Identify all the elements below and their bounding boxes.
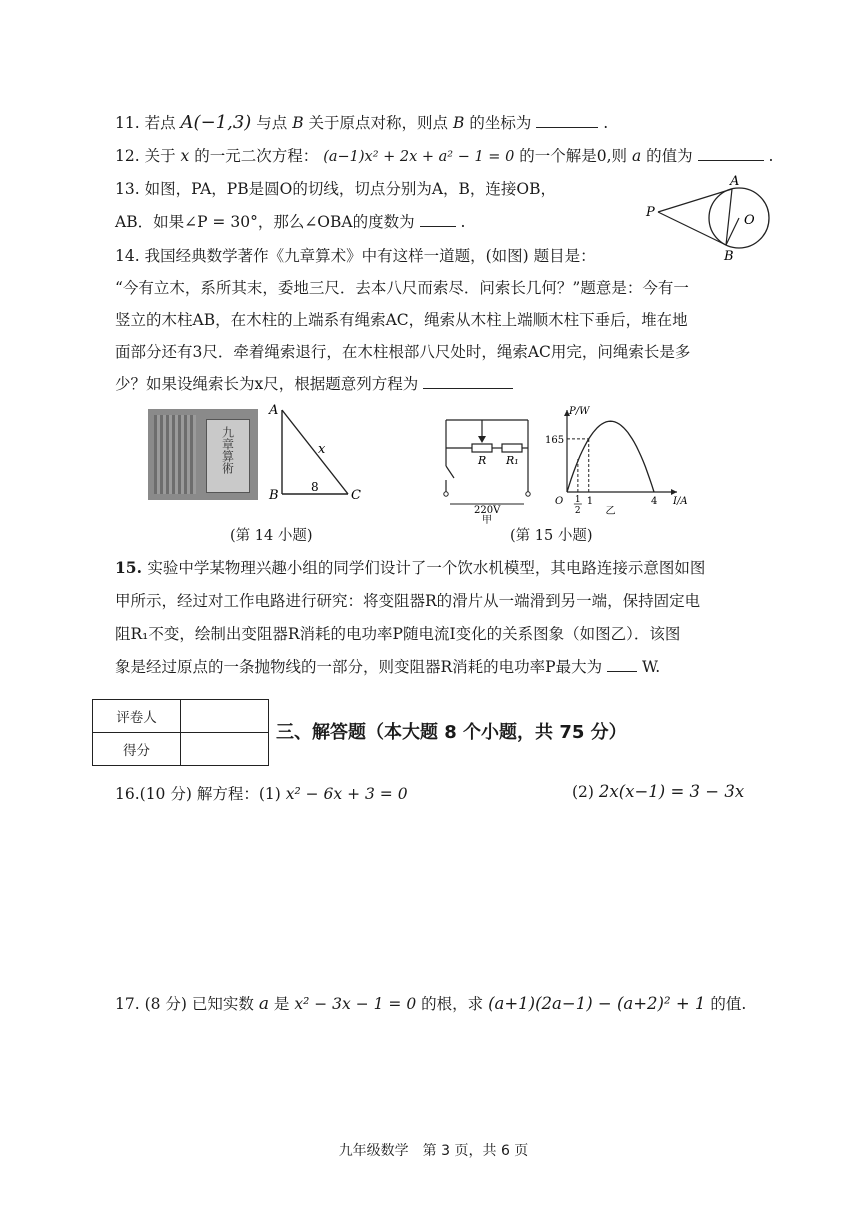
label-a: A bbox=[269, 403, 279, 418]
question-number: 13. bbox=[115, 180, 140, 198]
answer-blank[interactable] bbox=[698, 146, 764, 161]
question-14-line-2: “今有立木，系所其末，委地三尺．去本八尺而索尽．问索长几何？”题意是：今有一 bbox=[115, 279, 689, 297]
score-field[interactable] bbox=[181, 733, 269, 766]
question-12 bbox=[115, 145, 773, 168]
label-c: C bbox=[351, 488, 361, 503]
label-o: O bbox=[744, 213, 755, 228]
question-text: 的根，求 bbox=[421, 995, 484, 1013]
question-14-line-4: 面部分还有3尺．牵着绳索退行，在木柱根部八尺处时，绳索AC用完，问绳索长是多 bbox=[115, 343, 691, 361]
chord-ab bbox=[726, 189, 732, 245]
question-text: 的一元二次方程： bbox=[194, 147, 319, 165]
label-base: 8 bbox=[311, 480, 319, 494]
x-tick-origin: O bbox=[555, 496, 564, 507]
section-title: 三、解答题（本大题 8 个小题，共 75 分） bbox=[276, 722, 627, 743]
label-a: A bbox=[730, 174, 740, 189]
figure-caption-15: (第 15 小题) bbox=[510, 528, 593, 544]
question-14-line-5 bbox=[115, 373, 513, 395]
punctuation: . bbox=[460, 213, 466, 231]
question-number: 14. bbox=[115, 247, 140, 265]
question-14-line-3: 竖立的木柱AB，在木柱的上端系有绳索AC，绳索从木柱上端顺木柱下垂后，堆在地 bbox=[115, 311, 688, 329]
question-text: AB．如果∠P = 30°，那么∠OBA的度数为 bbox=[115, 213, 415, 231]
question-number: 11. bbox=[115, 114, 140, 132]
label-p: P bbox=[646, 205, 655, 220]
question-14-line-1 bbox=[115, 245, 596, 267]
question-text: 是 bbox=[273, 995, 290, 1013]
book-cover-photo bbox=[148, 409, 258, 500]
x-tick-half-den: 2 bbox=[574, 506, 581, 516]
x-axis-label: I/A bbox=[673, 496, 688, 507]
answer-area-17[interactable] bbox=[115, 1025, 775, 1125]
math-equation: x² − 3x − 1 = 0 bbox=[294, 995, 417, 1013]
question-number: 12. bbox=[115, 147, 140, 165]
question-13-line-2 bbox=[115, 211, 465, 233]
question-15-line-1 bbox=[115, 557, 705, 579]
math-expression: (a+1)(2a−1) − (a+2)² + 1 bbox=[488, 994, 706, 1013]
question-text: 关于原点对称，则点 bbox=[308, 114, 449, 132]
math-var: B bbox=[292, 114, 304, 132]
figure-caption-14: (第 14 小题) bbox=[230, 528, 313, 544]
math-equation: (a−1)x² + 2x + a² − 1 = 0 bbox=[323, 149, 515, 165]
answer-blank[interactable] bbox=[423, 374, 513, 389]
question-17 bbox=[115, 993, 746, 1015]
question-text: 的一个解是0,则 bbox=[519, 147, 628, 165]
question-text: 如图，PA，PB是圆O的切线，切点分别为A，B，连接OB， bbox=[144, 180, 557, 198]
punctuation: . bbox=[768, 147, 774, 165]
score-box bbox=[92, 699, 269, 766]
resistor-r1 bbox=[502, 444, 522, 452]
question-13-line-1 bbox=[115, 178, 556, 200]
page-footer: 九年级数学 第 3 页，共 6 页 bbox=[338, 1143, 529, 1159]
label-r1: R₁ bbox=[506, 454, 519, 467]
answer-blank[interactable] bbox=[607, 657, 637, 672]
panel-label: 乙 bbox=[605, 506, 616, 517]
x-tick-1: 1 bbox=[586, 496, 594, 507]
question-16 bbox=[115, 783, 408, 805]
grader-label: 评卷人 bbox=[93, 700, 181, 733]
question-text: 的坐标为 bbox=[469, 114, 532, 132]
parabola-series bbox=[567, 421, 654, 492]
x-tick-4: 4 bbox=[650, 496, 658, 507]
math-expression: A(−1,3) bbox=[180, 112, 252, 133]
question-text: 的值为 bbox=[646, 147, 693, 165]
question-text: 少？如果设绳索长为x尺，根据题意列方程为 bbox=[115, 375, 419, 393]
label-r: R bbox=[478, 454, 487, 467]
unit-text: W. bbox=[641, 658, 661, 676]
question-text: 与点 bbox=[256, 114, 288, 132]
math-var: a bbox=[631, 147, 642, 165]
y-tick-165: 165 bbox=[545, 434, 565, 446]
question-text: 解方程：(1) bbox=[196, 785, 281, 803]
label-b: B bbox=[269, 488, 279, 503]
math-equation: x² − 6x + 3 = 0 bbox=[285, 785, 408, 803]
answer-blank[interactable] bbox=[536, 113, 598, 128]
question-text: 象是经过原点的一条抛物线的一部分，则变阻器R消耗的电功率P最大为 bbox=[115, 658, 603, 676]
question-text: 若点 bbox=[144, 114, 176, 132]
slider-arrow bbox=[478, 436, 486, 443]
question-11 bbox=[115, 112, 608, 134]
question-15-line-3: 阻R₁不变，绘制出变阻器R消耗的电功率P随电流I变化的关系图象（如图乙）．该图 bbox=[115, 625, 681, 643]
question-number: 16.(10 分) bbox=[115, 785, 192, 803]
score-label: 得分 bbox=[93, 733, 181, 766]
question-number: 17. bbox=[115, 995, 140, 1013]
switch bbox=[446, 466, 454, 478]
answer-blank[interactable] bbox=[420, 212, 456, 227]
question-text: (8 分) 已知实数 bbox=[144, 995, 254, 1013]
math-var: B bbox=[452, 114, 465, 132]
question-text: 的值. bbox=[710, 995, 747, 1013]
question-15-line-2: 甲所示，经过对工作电路进行研究：将变阻器R的滑片从一端滑到另一端，保持固定电 bbox=[115, 592, 701, 610]
part-label: (2) bbox=[572, 783, 594, 801]
question-text: 实验中学某物理兴趣小组的同学们设计了一个饮水机模型，其电路连接示意图如图 bbox=[147, 559, 706, 577]
resistor-r bbox=[472, 444, 492, 452]
grader-field[interactable] bbox=[181, 700, 269, 733]
math-var: a bbox=[258, 994, 269, 1014]
label-x: x bbox=[318, 442, 326, 457]
question-number: 15. bbox=[115, 558, 142, 577]
circuit-diagram bbox=[432, 412, 542, 524]
question-text: 关于 bbox=[144, 147, 176, 165]
label-panel-a: 甲 bbox=[482, 515, 492, 526]
punctuation: . bbox=[603, 114, 609, 132]
chart-marks bbox=[567, 421, 654, 492]
book-title-label bbox=[206, 419, 250, 493]
tangent-circle-figure bbox=[640, 172, 780, 264]
math-equation: 2x(x−1) = 3 − 3x bbox=[598, 782, 745, 801]
tangent-pa bbox=[658, 189, 732, 212]
label-b: B bbox=[724, 249, 734, 264]
x-axis-arrow bbox=[671, 489, 677, 495]
book-spine-texture bbox=[154, 415, 196, 494]
x-tick-half-num: 1 bbox=[574, 495, 581, 505]
tangent-pb bbox=[658, 212, 726, 245]
answer-area-16[interactable] bbox=[115, 815, 775, 980]
book-title-text: 九章算術 bbox=[220, 426, 235, 474]
power-current-chart bbox=[545, 404, 688, 517]
math-var: x bbox=[180, 147, 190, 165]
label-voltage: 220V bbox=[474, 505, 501, 516]
y-axis-label: P/W bbox=[569, 406, 590, 417]
question-text: 我国经典数学著作《九章算术》中有这样一道题，(如图) 题目是： bbox=[144, 247, 596, 265]
terminal-left bbox=[444, 492, 448, 496]
right-triangle-figure bbox=[265, 402, 365, 502]
terminal-right bbox=[526, 492, 530, 496]
question-16-part-2 bbox=[572, 781, 744, 803]
question-15-line-4 bbox=[115, 656, 660, 678]
